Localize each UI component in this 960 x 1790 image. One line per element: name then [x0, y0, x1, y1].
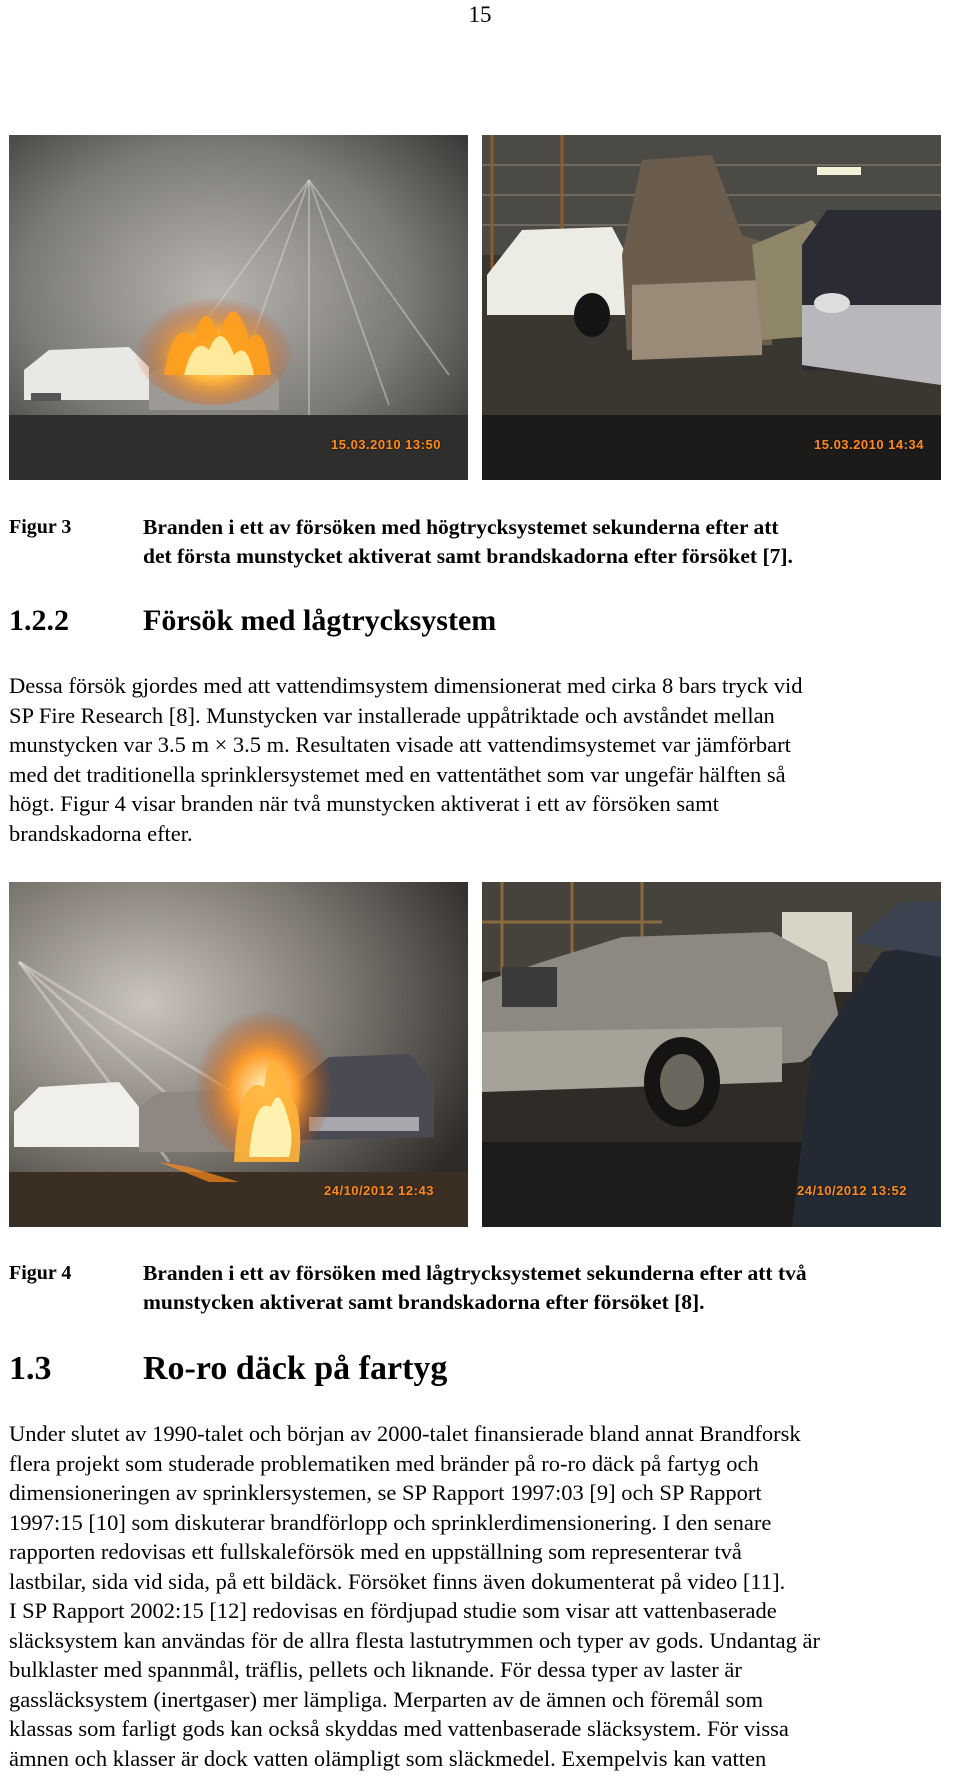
- paragraph-line: dimensioneringen av sprinklersystemen, se SP Rapport 1997:03 [9] och SP Rapport: [9, 1480, 762, 1505]
- paragraph-line: klassas som farligt gods kan också skyddas med vattenbaserade släcksystem. För vissa: [9, 1716, 789, 1741]
- section-13-title: Ro-ro däck på fartyg: [143, 1350, 448, 1387]
- figure3-photo-damage: [482, 135, 941, 480]
- figure4-photo-damage-timestamp: 24/10/2012 13:52: [797, 1183, 907, 1198]
- figure3-caption-line: det första munstycket aktiverat samt brandskadorna efter försöket [7].: [143, 544, 793, 568]
- section-122-number: 1.2.2: [9, 604, 69, 637]
- paragraph-line: högt. Figur 4 visar branden när två munstycken aktiverat i ett av försöken samt: [9, 791, 719, 816]
- paragraph-line: gassläcksystem (inertgaser) mer lämpliga. Merparten av de ämnen och föremål som: [9, 1686, 764, 1712]
- paragraph-line: 1997:15 [10] som diskuterar brandförlopp och sprinklerdimensionering. I den senare: [9, 1509, 772, 1535]
- paragraph-line: I SP Rapport 2002:15 [12] redovisas en fördjupad studie som visar att vattenbaserade: [9, 1598, 777, 1623]
- paragraph-line: med det traditionella sprinklersystemet med en vattentäthet som var ungefär hälften så: [9, 761, 786, 787]
- figure4-photo-fire-timestamp: 24/10/2012 12:43: [324, 1183, 434, 1198]
- paragraph-line: SP Fire Research [8]. Munstycken var installerade uppåtriktade och avståndet mellan: [9, 702, 775, 728]
- paragraph-line: släcksystem kan användas för de allra flesta lastutrymmen och typer av gods. Undantag är: [9, 1627, 820, 1653]
- figure3-photo-fire-timestamp: 15.03.2010 13:50: [331, 437, 441, 452]
- paragraph-line: flera projekt som studerade problematiken med bränder på ro-ro däck på fartyg och: [9, 1450, 759, 1476]
- figure4-label: Figur 4: [9, 1262, 72, 1284]
- paragraph-line: ämnen och klasser är dock vatten olämpligt som släckmedel. Exempelvis kan vatten: [9, 1745, 767, 1771]
- figure3-photo-damage-timestamp: 15.03.2010 14:34: [814, 437, 924, 452]
- section-13-number: 1.3: [9, 1350, 52, 1387]
- figure4-photo-damage: [482, 882, 941, 1227]
- paragraph-line: Under slutet av 1990-talet och början av 2000-talet finansierade bland annat Brandforsk: [9, 1421, 801, 1446]
- page-number: 15: [468, 2, 492, 27]
- figure3-caption: [143, 513, 958, 571]
- paragraph-line: munstycken var 3.5 m × 3.5 m. Resultaten visade att vattendimsystemet var jämförbart: [9, 732, 791, 757]
- figure4-caption-line: Branden i ett av försöken med lågtrycksystemet sekunderna efter att två: [143, 1261, 807, 1285]
- figure4-caption-line: munstycken aktiverat samt brandskadorna efter försöket [8].: [143, 1290, 705, 1314]
- section-122-title: Försök med lågtrycksystem: [143, 604, 497, 637]
- section-13-paragraph: [9, 1419, 954, 1773]
- section-122-paragraph: [9, 671, 954, 848]
- paragraph-line: lastbilar, sida vid sida, på ett bildäck. Försöket finns även dokumenterat på video [11].: [9, 1568, 786, 1594]
- figure3-label: Figur 3: [9, 516, 72, 538]
- figure3-photo-fire: [9, 135, 468, 480]
- figure3-caption-line: Branden i ett av försöken med högtrycksystemet sekunderna efter att: [143, 515, 779, 539]
- paragraph-line: bulklaster med spannmål, träflis, pellets och liknande. För dessa typer av laster är: [9, 1657, 742, 1682]
- paragraph-line: brandskadorna efter.: [9, 820, 193, 846]
- figure4-photo-fire: [9, 882, 468, 1227]
- paragraph-line: rapporten redovisas ett fullskaleförsök med en uppställning som representerar två: [9, 1539, 742, 1564]
- figure4-caption: [143, 1259, 958, 1317]
- paragraph-line: Dessa försök gjordes med att vattendimsystem dimensionerat med cirka 8 bars tryck vid: [9, 673, 803, 698]
